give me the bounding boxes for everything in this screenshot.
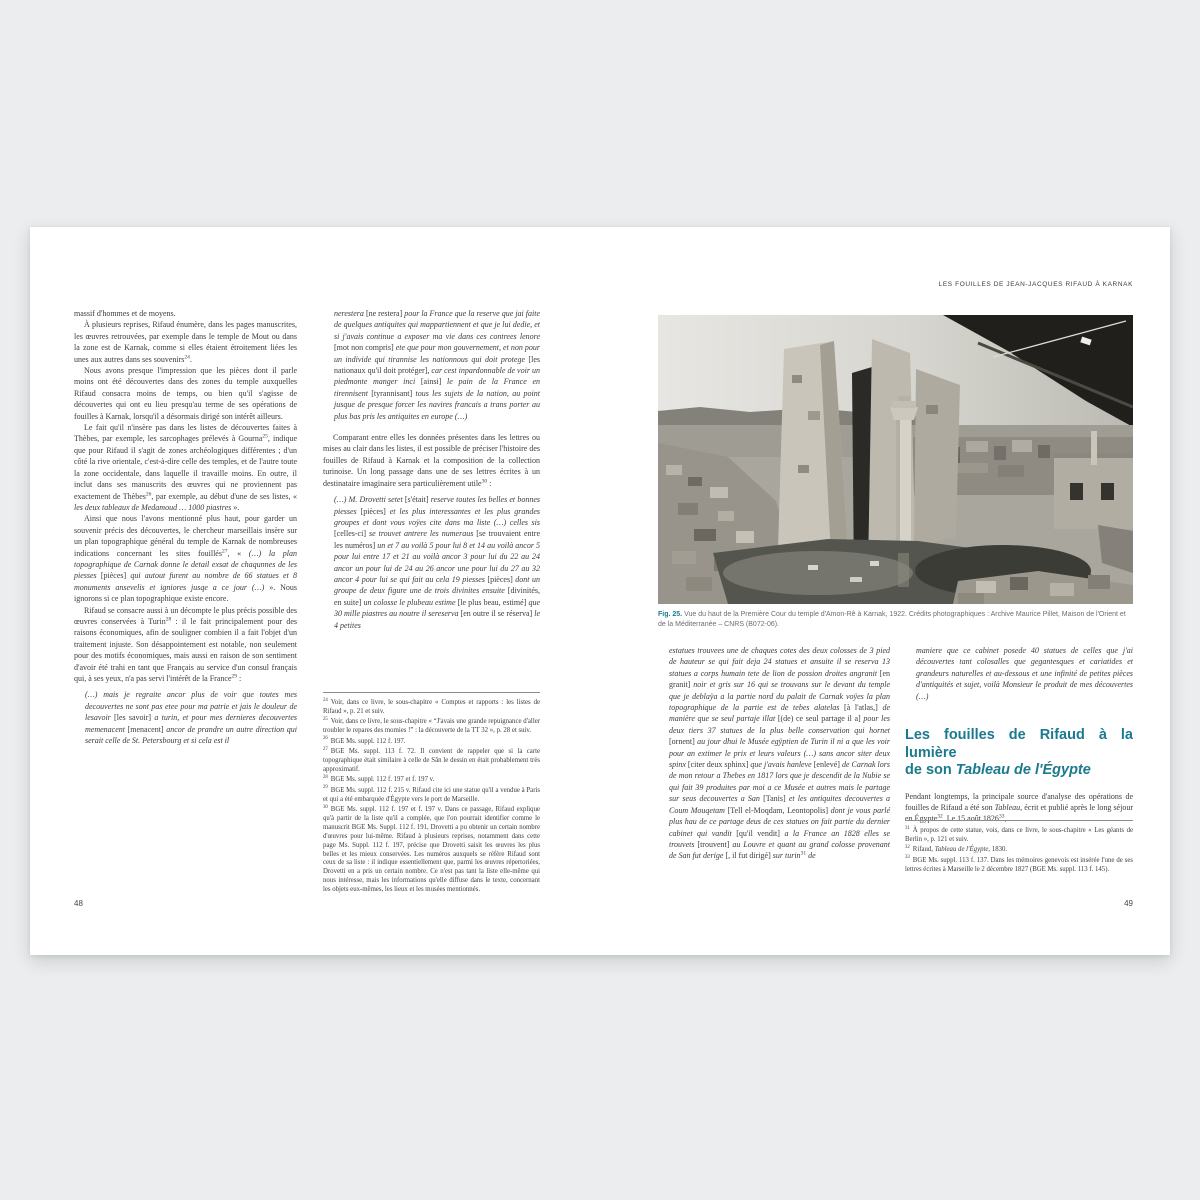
figure-caption: Fig. 25. Vue du haut de la Première Cour du temple d'Amon-Rê à Karnak, 1922. Crédits photographiques : Archive Maurice Pillet, Maison de l'Orient et de la Méditerranée – CNRS (B072-06). [658,611,1126,628]
block-quote: nerestera [ne restera] pour la France que la reserve que jai faite de quelques antiquites qui mappartiennent et que je lui dedie, et si j'avais continue a exposer ma vie dans ces contrees lenore [mot non compris] ete que pour mon gouvernement, et non pour un individe qui tirannise les nationnous qui doit protege [les nationaux qu'il doit protéger], car cest inpardonnable de voir un piedmonte manger inci [ainsi] le pain de la France en tirennisent [tyrannisant] tous les sujets de la nation, au point jusque de presque forcer les navires francais a trans porter au plus bas pris les antiquites en europe (…) [334,309,541,421]
running-header: LES FOUILLES DE JEAN-JACQUES RIFAUD À KARNAK [938,281,1133,288]
paragraph: Comparant entre elles les données présentes dans les lettres ou mises au clair dans les listes, il est possible de préciser l'histoire des fouilles de Rifaud à Karnak et la composition de la collection turinoise. Un long passage dans une de ses lettres écrites à un destinataire imaginaire sera particulièrement utile$^{30}$ : [323,433,540,488]
left-page-footnotes [323,692,540,897]
left-page-column-2 [323,308,540,636]
footnote: $^{28}$ BGE Ms. suppl. 112 f. 197 et f. 197 v. [323,774,435,784]
footnote: $^{31}$ À propos de cette statue, vois, dans ce livre, le sous-chapitre « Les géants de Berlin », p. 121 et suiv. [905,825,1133,843]
karnak-photo [658,315,1133,604]
paragraph: massif d'hommes et de moyens. [74,309,176,318]
right-page-column-2 [905,645,1133,825]
footnote: $^{24}$ Voir, dans ce livre, le sous-chapitre « Comptes et rapports : les listes de Rifaud », p. 21 et suiv. [323,697,540,715]
paragraph: Nous avons presque l'impression que les pièces dont il parle moins ont été découvertes dans des zones du temple auxquelles Rifaud consacra moins de temps, ou bien qu'il s'agisse de découvertes qui ont eu lieu presqu'au terme de ses opérations de fouilles à Karnak, lorsqu'il a désormais dirigé son intérêt ailleurs. [74,366,297,421]
right-page-column-1 [658,645,890,867]
page-number-right: 49 [1124,899,1133,908]
paragraph: Rifaud se consacre aussi à un décompte le plus précis possible des œuvres conservées à Turin$^{28}$ : il le fait principalement pour des raisons économiques, afin de souligner combien il a fait l'objet d'un traitement injuste. Son désappointement est notable, non seulement pour des motifs économiques, mais aussi en raison de son sentiment d'avoir été trahi en tant que Français au service d'un consul français qui, à ses yeux, n'a pas servi l'intérêt de la France$^{29}$ : [74,605,297,683]
footnote: $^{32}$ Rifaud, Tableau de l'Égypte, 1830. [905,845,1008,854]
paragraph: Le fait qu'il n'insère pas dans les listes de découvertes faites à Thèbes, par exemple, les sarcophages prélevés à Gourna$^{25}$, indique que pour Rifaud il s'agit de zones archéologiques différentes ; d'un côté la rive orientale, c'est-à-dire celle des temples, et de l'autre toute la zone occidentale, dans laquelle il travaille moins. En outre, il inclut dans ses manuscrits des œuvres qui ne proviennent pas exactement de Thèbes$^{26}$, par exemple, au début d'une de ses listes, « les deux tableaux de Medamoud … 1000 piastres ». [74,423,297,512]
paragraph: À plusieurs reprises, Rifaud énumère, dans les pages manuscrites, les œuvres retrouvées, par exemple dans le temple de Mout ou dans la zone est de Karnak, comme si elles étaient étroitement liées les unes aux autres dans ses souvenirs$^{24}$. [74,320,297,364]
block-quote: (…) M. Drovetti setet [s'était] reserve toutes les belles et bonnes piesses [pièces] et les plus interessantes et les plus grandes groupes et dont vous voÿes cite dans ma liste (…) celles sis [celles-ci] se trouvet antrere les numeraus [se trouvaient entre les numéros] un et 7 au voilà 5 pour lui 8 et 14 au voilà ancor 5 pour lui entre 17 et 21 au voilà ancor 3 pour lui du 22 au 24 ancor un pour lui de 24 au 26 ancor une pour lui du 27 au 32 ancor 4 pour lui se qui fait au cela 19 piesses [pièces] dont un groupe de deux figure une de trois divinites ensuite [divinités, en suite] un colosse le plubeau estime [le plus beau, estimé] que 30 mille piastres au noutre il sereserva [en outre il se réserva] le 4 petites [334,495,541,630]
right-page-footnotes [905,820,1133,876]
footnote: $^{30}$ BGE Ms. suppl. 112 f. 197 et f. 197 v. Dans ce passage, Rifaud explique qu'à partir de la liste qu'il a complée, que l'on pourrait identifier comme le manuscrit BGE Ms. Suppl. 112 f. 191, Drovetti a pu obtenir un certain nombre d'œuvres pour lui-même. Rifaud à plusieurs reprises, notamment dans cette page Ms. Suppl. 112 f. 197, précise que Drovetti saisit les œuvres les plus belles et les mieux conservées. Les numéros auxquels se réfère Rifaud sont ceux de sa liste : il indique essentiellement que, parmi les œuvres répertoriées, Drovetti en a pris un certain nombre. Ce n'est pas tant la liste elle-même qui nous intéresse, mais les informations qu'elle diffuse dans le texte, concernant les objets eux-mêmes, les lieux et les musées mentionnés. [323,804,540,894]
page-number-left: 48 [74,899,83,908]
block-quote: estatues trouvees une de chaques cotes des deux colosses de 3 pied de hauteur se qui fait deja 24 statues et ansuite il se reserva 13 statues a corps humain tete de lion de possion droites angranit [en granit] noir et gris sur 16 qui se trouvans sur le devant du temple que je deblaÿa a la partie nord du palait de Carnak voÿes la plan topographique de la partie est de tebes alatelas [à l'atlas,] de manière que se seul partaje illat [(de) ce seul partage il a] pour les deux tiers 37 statues de la plus belle conservation qui hornet [ornent] au jour dhui le Musée egÿptien de Turin il ni a que les voir pour an extimer le prix et leurs valeurs (…) sans ancor siter deux spinx [citer deux sphinx] que j'avais hanleve [enlevé] de Carnak lors de mon retour a Thebes en 1817 lors que je descendit de la Nubie se qui fait 39 produites par moi a ce Musée et autres mais le partage sur seus decouvertes a San [Tanis] et les antiquites decouvertes a Coum Mouqetam [Tell el-Moqdam, Leontopolis] dont je vous parlé plus hau de ce partage deus de ces statues on fait partie du dernier cabinet qui vandit [qu'il vendit] a la France an 1828 elles se trouvets [trouvent] au Louvre et quant au grand colosse provenant de San fut derige [, il fut dirigé] sur turin$^{31}$ de [669,646,891,861]
karnak-photo-graphic [658,315,1133,604]
block-quote: (…) mais je regraite ancor plus de voir que toutes mes decouvertes ne sont pas etee pour ma patrie et jais le douleur de lesavoir [les savoir] a turin, et pour mes dernieres decouvertes memenacent [menacent] ancor de prandre un autre direction qui serait celle de St. Petersbourg et si cela est il [85,690,297,746]
section-heading: Les fouilles de Rifaud à la lumière de son Tableau de l'Égypte [905,727,1133,779]
block-quote: maniere que ce cabinet posede 40 statues de celles que j'ai découvertes tant colosalles que gegantesques et cariatides et grandeurs naturelles et au-dessous et une infinité de petites pièces d'antiquités et sujet, voilà Monsieur le produit de mes découvertes (…) [916,646,1133,701]
paragraph: Ainsi que nous l'avons mentionné plus haut, pour garder un souvenir précis des découvertes, le chercheur marseillais insère sur un plan topographique général du temple de Karnak de nombreuses indications concernant les sites fouillés$^{27}$, « (…) la plan topographique de Carnak donne le detail exsat de chaqunnes de les piesses [pièces] qui autout furent au nombre de 66 statues et 8 monuments ansevelis et igniores jusqe a ce jour (…) ». Nous ignorons si ce plan topographique existe encore. [74,514,298,604]
book-spread [30,227,1170,955]
footnote: $^{26}$ BGE Ms. suppl. 112 f. 197. [323,736,406,745]
left-page-column-1 [74,308,297,751]
footnote: $^{33}$ BGE Ms. suppl. 113 f. 137. Dans les mémoires genevois est insérée l'une de ses lettres écrites à Marseille le 2 décembre 1827 (BGE Ms. suppl. 113 f. 145). [905,855,1133,873]
footnote: $^{27}$ BGE Ms. suppl. 113 f. 72. Il convient de rappeler que si la carte topographique était similaire à celle de Sân le dessin en était probablement très approximatif. [323,746,540,773]
footnote: $^{29}$ BGE Ms. suppl. 112 f. 215 v. Rifaud cite ici une statue qu'il a vendue à Paris et qui a été embarquée d'Égypte vers le port de Marseille. [323,785,540,803]
paragraph: Pendant longtemps, la principale source d'analyse des opérations de fouilles de Rifaud a été son Tableau, écrit et publié après le long séjour en Égypte$^{32}$. Le 15 août 1826$^{33}$, [905,791,1133,824]
footnote: $^{25}$ Voir, dans ce livre, le sous-chapitre « “J'avais une grande repuignance d'aller troubler le repares des momies !” : la découverte de la TT 32 », p. 28 et suiv. [323,717,540,735]
